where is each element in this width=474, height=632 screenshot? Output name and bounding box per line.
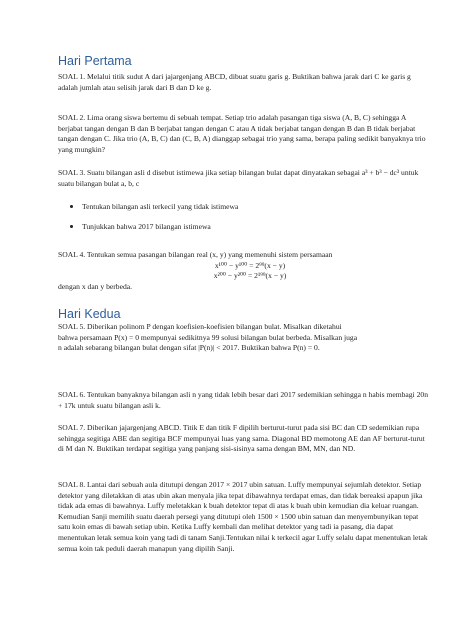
bullet-dot xyxy=(70,225,73,228)
bullet-dot xyxy=(70,205,73,208)
problem-4-equation-2: x²⁰⁰ − y²⁰⁰ = 2¹⁹⁹(x − y) xyxy=(213,271,287,280)
problem-5: SOAL 5. Diberikan polinom P dengan koefisien-koefisien bilangan bulat. Misalkan diketahui bahwa persamaan P(x) = 0 mempunyai sedikitnya 99 solusi bilangan bulat berbeda. Misalkan juga n adalah sebarang bilangan bulat dengan sifat |P(n)| < 2017. Buktikan bahwa P(n) = 0. xyxy=(58,322,358,353)
day2-heading: Hari Kedua xyxy=(58,307,121,321)
bullet-text: Tentukan bilangan asli terkecil yang tidak istimewa xyxy=(82,202,239,211)
problem-7: SOAL 7. Diberikan jajargenjang ABCD. Titik E dan titik F dipilih berturut-turut pada sisi BC dan CD sedemikian rupa sehingga segitiga ABE dan segitiga BCF mempunyai luas yang sama. Diagonal BD memotong AE dan AF berturut-turut di M dan N. Buktikan terdapat segitiga yang panjang sisi-sisinya sama dengan BM, MN, dan ND. xyxy=(58,423,425,454)
day1-heading: Hari Pertama xyxy=(58,54,132,68)
problem-1: SOAL 1. Melalui titik sudut A dari jajargenjang ABCD, dibuat suatu garis g. Buktikan bahwa jarak dari C ke garis g adalah jumlah atau selisih jarak dari B dan D ke g. xyxy=(58,72,411,92)
problem-4-equation-1: x¹⁰⁰ − y¹⁰⁰ = 2⁹⁹(x − y) xyxy=(214,261,286,270)
problem-4-intro: SOAL 4. Tentukan semua pasangan bilangan real (x, y) yang memenuhi sistem persamaan xyxy=(58,250,333,259)
problem-3: SOAL 3. Suatu bilangan asli d disebut istimewa jika setiap bilangan bulat dapat dinyatakan sebagai a³ + b³ − dc³ untuk suatu bilangan bulat a, b, c xyxy=(58,168,419,188)
problem-2: SOAL 2. Lima orang siswa bertemu di sebuah tempat. Setiap trio adalah pasangan tiga siswa (A, B, C) sehingga A berjabat tangan dengan B dan B berjabat tangan dengan C atau A tidak berjabat tangan dengan B dan B tidak berjabat tangan dengan C. Jika trio (A, B, C) dan (C, B, A) dianggap sebagai trio yang sama, berapa paling sedikit banyaknya trio yang mungkin? xyxy=(58,113,426,154)
problem-8: SOAL 8. Lantai dari sebuah aula ditutupi dengan 2017 × 2017 ubin satuan. Luffy mempunyai sejumlah detektor. Setiap detektor yang diletakkan di atas ubin akan menyala jika tepat dibawahnya terdapat emas, dan tidak bereaksi apapun jika tidak ada emas di bawahnya. Luffy meletakkan k buah detektor tepat di atas k buah ubin kemudian dia keluar ruangan. Kemudian Sanji memilih suatu daerah persegi yang ditutupi oleh 1500 × 1500 ubin satuan dan menyembunyikan tepat satu koin emas di bawah setiap ubin. Ketika Luffy kembali dan melihat detektor yang tadi ia pasang, dia dapat menentukan letak semua koin yang tadi di tanam Sanji.Tentukan nilai k terkecil agar Luffy selalu dapat menentukan letak semua koin tak peduli daerah manapun yang dipilih Sanji. xyxy=(58,480,428,553)
bullet-text: Tunjukkan bahwa 2017 bilangan istimewa xyxy=(82,222,211,231)
problem-4-outro: dengan x dan y berbeda. xyxy=(58,282,133,291)
problem-6: SOAL 6. Tentukan banyaknya bilangan asli n yang tidak lebih besar dari 2017 sedemikian sehingga n habis membagi 20n + 17k untuk suatu bilangan asli k. xyxy=(58,390,429,410)
